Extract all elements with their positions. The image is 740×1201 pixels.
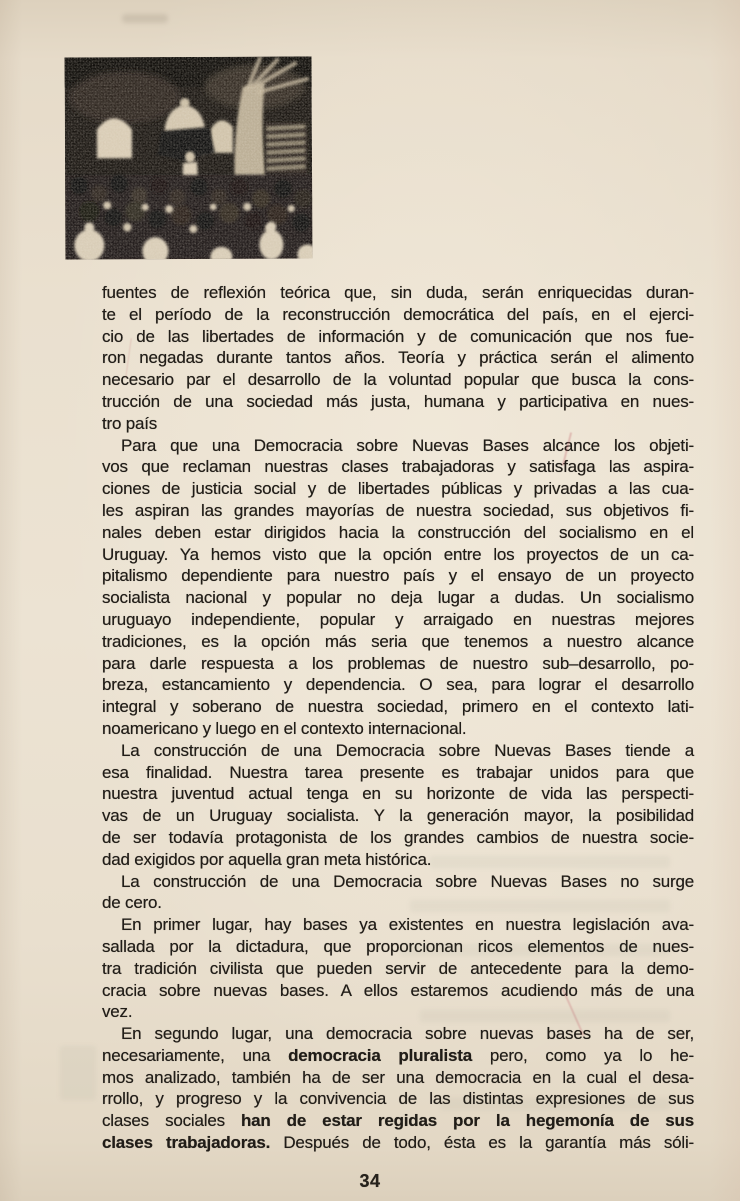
page-showthrough [60,1046,96,1100]
text-run: vez. [102,1002,133,1022]
text-line [102,1067,694,1089]
text-run: En segundo lugar, una democracia sobre nuevas bases ha de ser, [121,1024,694,1044]
text-run: fuentes de reflexión teórica que, sin duda, serán enriquecidas duran- [102,283,694,302]
text-run: clases sociales [102,1111,241,1131]
text-line [102,980,694,1002]
page-number: 34 [359,1171,381,1191]
text-line [102,500,694,522]
text-line [102,653,694,675]
text-run: vos que reclaman nuestras clases trabajadoras y satisfaga las aspira- [102,457,694,477]
text-run: Para que una Democracia sobre Nuevas Bases alcance los objeti- [121,435,694,455]
text-run: uruguayo independiente, popular y arraigado en nuestras mejores [102,609,694,629]
text-line [102,871,694,893]
text-line [102,1132,694,1154]
bold-text-run: democracia pluralista [288,1045,472,1065]
text-line [102,1001,694,1023]
text-run: de ser todavía protagonista de los grandes cambios de nuestra socie- [102,827,694,847]
text-run: tro país [102,413,158,433]
text-line [102,674,694,696]
text-run: nuestra juventud actual tenga en su horizonte de vida las perspecti- [102,784,694,804]
text-line [102,827,694,849]
body-text [102,282,694,1154]
text-line [102,347,694,369]
text-line [102,740,694,762]
text-line [102,958,694,980]
scan-smudge [122,14,168,23]
text-line [102,478,694,500]
text-line [102,304,694,326]
text-line [102,1023,694,1045]
text-run: esa finalidad. Nuestra tarea presente es trabajar unidos para que [102,762,694,782]
text-run: sallada por la dictadura, que proporcionan ricos elementos de nues- [102,936,694,956]
text-run: necesariamente, una [102,1045,289,1065]
text-run: dad exigidos por aquella gran meta histórica. [102,849,432,869]
text-run: ron negadas durante tantos años. Teoría y práctica serán el alimento [102,348,694,368]
text-run: pero, como ya lo he- [472,1045,694,1065]
text-line [102,522,694,544]
text-line [102,892,694,914]
text-run: La construcción de una Democracia sobre Nuevas Bases tiende a [121,740,694,760]
text-line [102,936,694,958]
bold-text-run: han de estar regidas por la hegemonía de sus [240,1111,694,1131]
text-run: rrollo, y progreso y la convivencia de las distintas expresiones de sus [102,1089,694,1109]
text-line [102,783,694,805]
text-run: trucción de una sociedad más justa, humana y participativa en nues- [102,391,694,411]
text-run: noamericano y luego en el contexto internacional. [102,718,467,738]
text-run: te el período de la reconstrucción democrática del país, en el ejerci- [102,304,694,324]
text-run: socialista nacional y popular no deja lugar a dudas. Un socialismo [102,588,694,608]
text-run: de cero. [102,893,162,913]
text-line [102,587,694,609]
text-run: mos analizado, también ha de ser una democracia en la cual el desa- [102,1067,694,1087]
text-line [102,544,694,566]
text-run: tradiciones, es la opción más seria que tenemos a nuestro alcance [102,631,694,651]
crowd-photo [65,56,313,259]
text-line [102,326,694,348]
text-line [102,631,694,653]
text-line [102,1045,694,1067]
text-line [102,762,694,784]
bold-text-run: clases trabajadoras. [102,1133,271,1153]
text-run: nales deben estar dirigidos hacia la construcción del socialismo en el [102,522,694,542]
text-line [102,849,694,871]
text-run: integral y soberano de nuestra sociedad, primero en el contexto lati- [102,697,694,717]
text-run: vas de un Uruguay socialista. Y la generación mayor, la posibilidad [102,806,694,826]
text-run: les aspiran las grandes mayorías de nuestra sociedad, sus objetivos fi- [102,500,694,520]
text-line [102,696,694,718]
text-line [102,718,694,740]
text-run: La construcción de una Democracia sobre Nuevas Bases no surge [121,871,694,891]
text-run: ciones de justicia social y de libertades públicas y privadas a las cua- [102,479,694,499]
text-line [102,369,694,391]
text-line [102,914,694,936]
text-line [102,282,694,304]
text-run: tra tradición civilista que pueden servir de antecedente para la demo- [102,958,694,978]
text-run: cio de las libertades de información y de comunicación que nos fue- [102,326,694,346]
text-run: Uruguay. Ya hemos visto que la opción entre los proyectos de un ca- [102,544,694,564]
crowd-photo-illustration [65,56,313,259]
text-line [102,413,694,435]
text-run: necesario par el desarrollo de la voluntad popular que busca la cons- [102,370,694,390]
text-line [102,456,694,478]
text-run: pitalismo dependiente para nuestro país y el ensayo de un proyecto [102,566,694,586]
text-line [102,805,694,827]
text-line [102,1088,694,1110]
text-run: Después de todo, ésta es la garantía más sóli- [270,1133,694,1153]
text-run: En primer lugar, hay bases ya existentes en nuestra legislación ava- [121,915,694,935]
text-line [102,1110,694,1132]
text-line [102,609,694,631]
text-run: para darle respuesta a los problemas de nuestro sub–desarrollo, po- [102,653,694,673]
text-run: breza, estancamiento y dependencia. O sea, para lograr el desarrollo [102,675,694,695]
text-line [102,565,694,587]
text-line [102,435,694,457]
text-line [102,391,694,413]
text-run: cracia sobre nuevas bases. A ellos estaremos acudiendo más de una [102,980,694,1000]
